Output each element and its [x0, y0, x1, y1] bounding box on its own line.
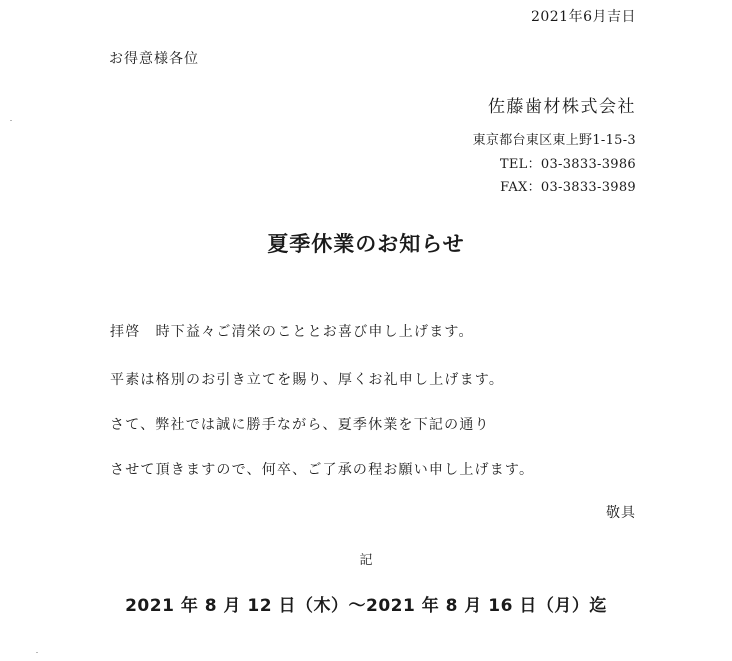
scan-speck [36, 652, 38, 653]
company-tel: TEL：03-3833-3986 [499, 157, 636, 172]
details-heading: 記 [359, 553, 373, 568]
recipient: お得意様各位 [109, 51, 199, 67]
scan-speck [10, 120, 12, 121]
issue-date: 2021年6月吉日 [530, 9, 636, 25]
company-address: 東京都台東区東上野1-15-3 [472, 133, 636, 148]
company-name: 佐藤歯材株式会社 [488, 97, 636, 117]
body-line: 平素は格別のお引き立てを賜り、厚くお礼申し上げます。 [110, 372, 505, 388]
body-line: さて、弊社では誠に勝手ながら、夏季休業を下記の通り [110, 417, 490, 433]
closure-period: 2021 年 8 月 12 日（木）～2021 年 8 月 16 日（月）迄 [125, 596, 607, 616]
closing-phrase: 敬具 [606, 505, 636, 521]
body-line: 拝啓 時下益々ご清栄のこととお喜び申し上げます。 [110, 324, 474, 340]
company-fax: FAX：03-3833-3989 [500, 180, 636, 195]
page-title: 夏季休業のお知らせ [267, 232, 465, 256]
body-line: させて頂きますので、何卒、ご了承の程お願い申し上げます。 [110, 462, 535, 478]
